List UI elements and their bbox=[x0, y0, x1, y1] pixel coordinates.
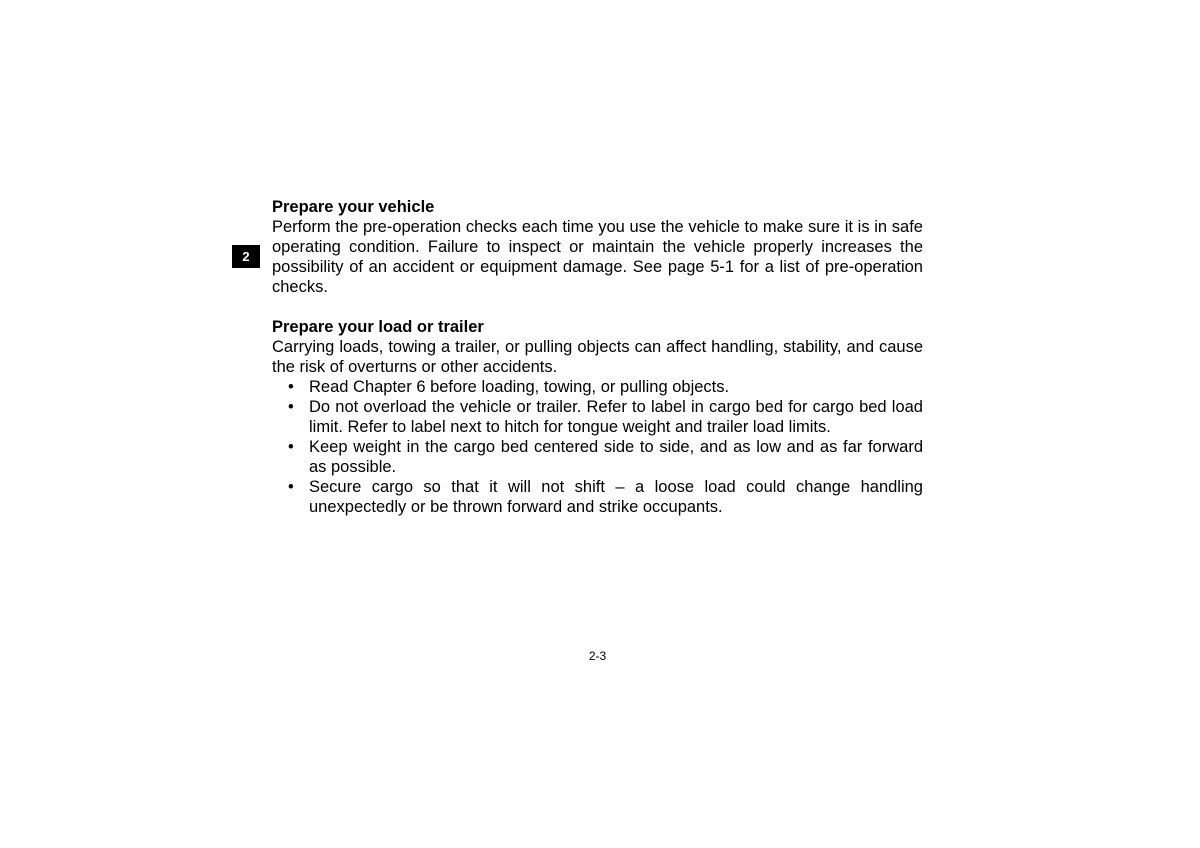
bullet-icon: • bbox=[288, 398, 294, 416]
section-heading: Prepare your vehicle bbox=[272, 198, 435, 216]
list-item bbox=[272, 477, 923, 517]
list-item bbox=[272, 397, 923, 437]
page-number: 2-3 bbox=[588, 649, 607, 663]
bullet-icon: • bbox=[288, 378, 294, 396]
list-item-text: Read Chapter 6 before loading, towing, or pulling objects. bbox=[309, 378, 730, 396]
section-heading: Prepare your load or trailer bbox=[272, 318, 484, 336]
section-body: Carrying loads, towing a trailer, or pulling objects can affect handling, stability, and cause the risk of overturns or other accidents. bbox=[272, 338, 923, 376]
list-item bbox=[272, 437, 923, 477]
page-content bbox=[272, 197, 923, 517]
list-item-text: Do not overload the vehicle or trailer. Refer to label in cargo bed for cargo bed load limit. Refer to label next to hitch for tongue weight and trailer load limits. bbox=[309, 398, 923, 436]
list-item bbox=[272, 377, 923, 397]
section-prepare-vehicle bbox=[272, 197, 923, 297]
bullet-list bbox=[272, 377, 923, 517]
section-prepare-load bbox=[272, 317, 923, 517]
chapter-tab: 2 bbox=[232, 245, 260, 268]
list-item-text: Secure cargo so that it will not shift – a loose load could change handling unexpectedly or be thrown forward and strike occupants. bbox=[309, 478, 923, 516]
list-item-text: Keep weight in the cargo bed centered side to side, and as low and as far forward as possible. bbox=[309, 438, 923, 476]
bullet-icon: • bbox=[288, 478, 294, 496]
section-body: Perform the pre-operation checks each time you use the vehicle to make sure it is in safe operating condition. Failure to inspect or maintain the vehicle properly increases the possibility of an accident or equipment damage. See page 5-1 for a list of pre-operation checks. bbox=[272, 218, 923, 296]
bullet-icon: • bbox=[288, 438, 294, 456]
